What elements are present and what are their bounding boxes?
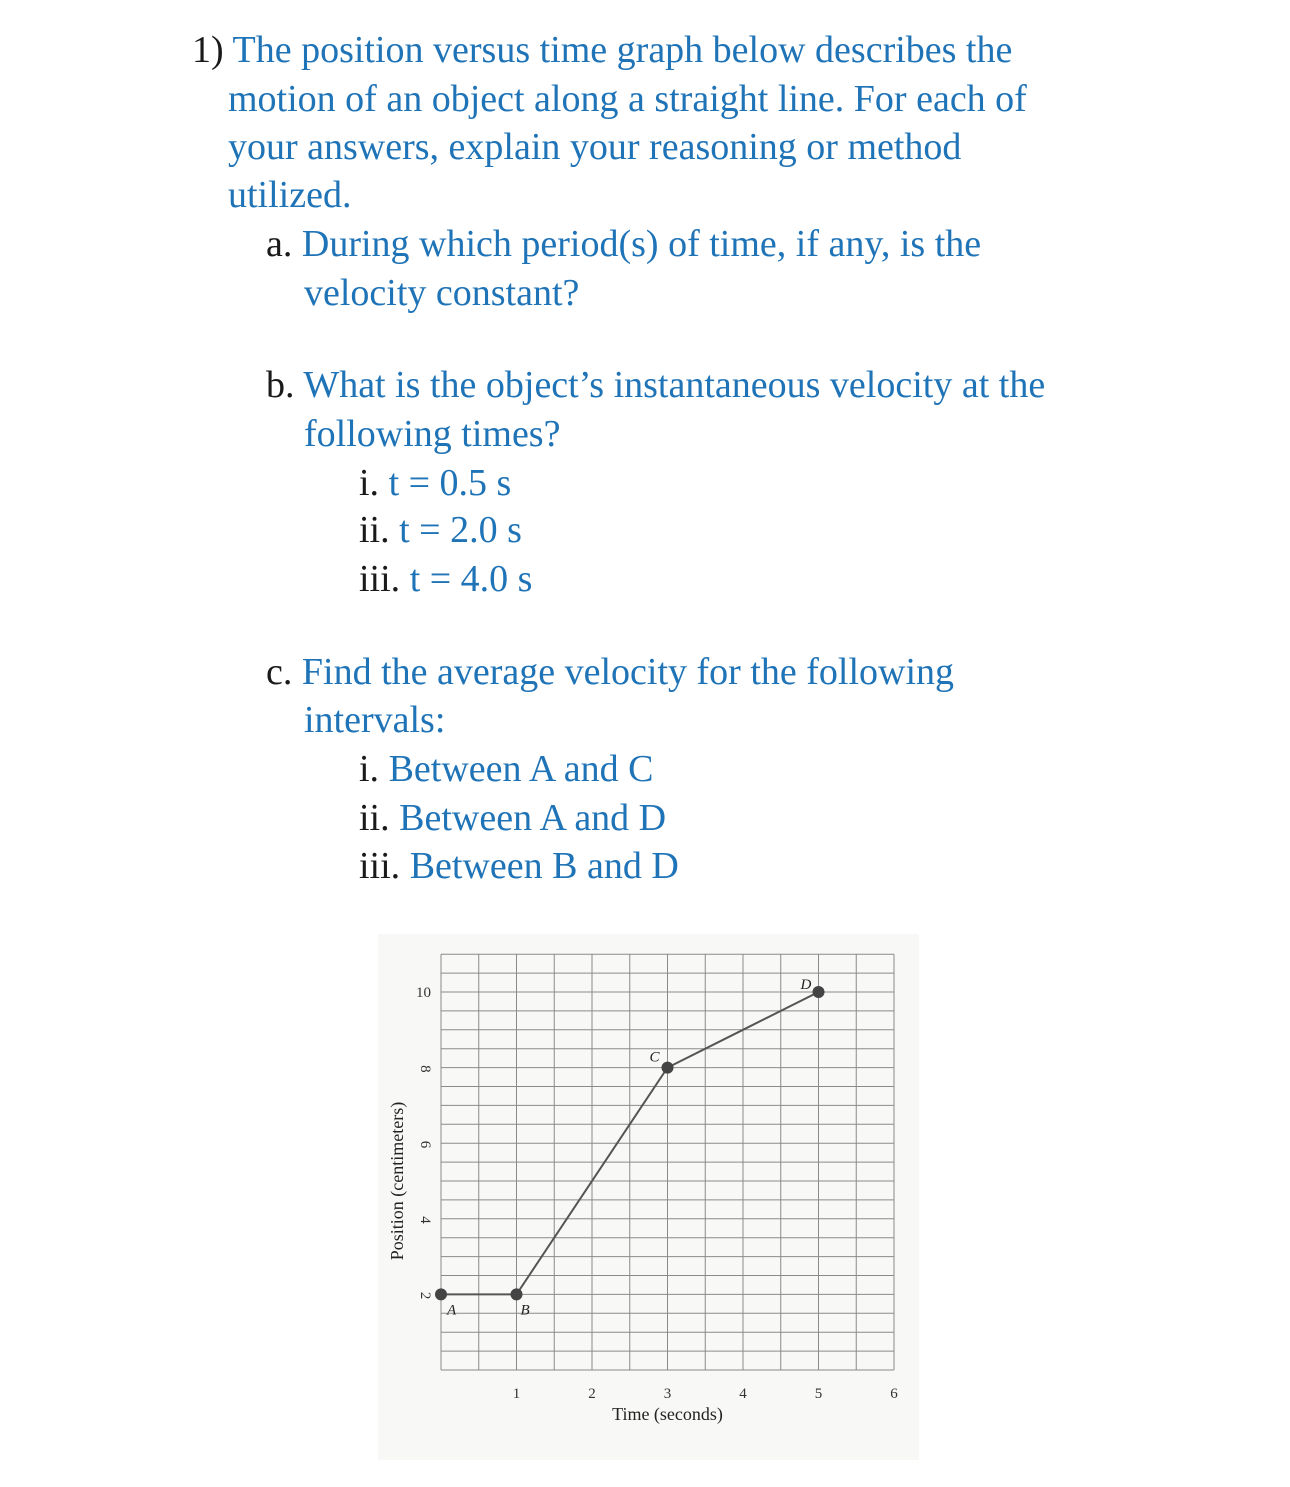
chart-ticks xyxy=(416,985,898,1402)
part-c-line-1: c. Find the average velocity for the following xyxy=(266,651,955,693)
x-axis-label: Time (seconds) xyxy=(612,1404,723,1424)
part-c-line-2: intervals: xyxy=(304,699,446,741)
y-tick-label: 10 xyxy=(416,985,431,1001)
part-b-item-i: i. t = 0.5 s xyxy=(359,462,512,504)
chart-grid xyxy=(441,954,894,1370)
part-b-marker: b. xyxy=(266,364,295,406)
point-A xyxy=(435,1288,447,1300)
y-tick-label: 8 xyxy=(417,1065,433,1073)
position-time-chart xyxy=(378,934,919,1460)
part-b-item-ii: ii. t = 2.0 s xyxy=(359,509,522,551)
point-D xyxy=(813,986,825,998)
part-a-marker: a. xyxy=(266,223,293,265)
part-c-item-i: i. Between A and C xyxy=(359,748,654,790)
point-label-B: B xyxy=(520,1302,530,1319)
x-tick-label: 3 xyxy=(663,1386,672,1402)
point-label-A: A xyxy=(447,1302,457,1319)
x-tick-label: 5 xyxy=(814,1386,823,1402)
part-b-line-1: b. What is the object’s instantaneous velocity at the xyxy=(266,364,1046,406)
part-a-line-2: velocity constant? xyxy=(304,272,580,314)
x-tick-label: 2 xyxy=(588,1386,596,1402)
point-label-C: C xyxy=(649,1049,660,1066)
question-number: 1) xyxy=(192,29,224,71)
y-axis-label: Position (centimeters) xyxy=(387,1101,407,1261)
question-1-line-4: utilized. xyxy=(228,174,352,216)
point-C xyxy=(662,1062,674,1074)
question-1-line-1: 1) The position versus time graph below describes the xyxy=(192,29,1013,71)
y-tick-label: 2 xyxy=(417,1291,433,1300)
x-tick-label: 1 xyxy=(512,1386,521,1402)
question-1-line-2: motion of an object along a straight line. For each of xyxy=(228,78,1027,120)
part-a-line-1: a. During which period(s) of time, if any, is the xyxy=(266,223,982,265)
point-label-D: D xyxy=(800,977,812,993)
x-tick-label: 4 xyxy=(739,1386,747,1402)
part-c-item-ii: ii. Between A and D xyxy=(359,797,667,839)
question-1-line-3: your answers, explain your reasoning or method xyxy=(228,126,962,168)
part-c-item-iii: iii. Between B and D xyxy=(359,845,679,887)
part-b-line-2: following times? xyxy=(304,413,561,455)
part-b-item-iii: iii. t = 4.0 s xyxy=(359,558,533,600)
position-time-graph xyxy=(378,934,919,1460)
y-tick-label: 6 xyxy=(417,1140,433,1149)
point-B xyxy=(511,1288,523,1300)
y-tick-label: 4 xyxy=(417,1216,433,1224)
x-tick-label: 6 xyxy=(890,1386,898,1402)
part-c-marker: c. xyxy=(266,651,293,693)
